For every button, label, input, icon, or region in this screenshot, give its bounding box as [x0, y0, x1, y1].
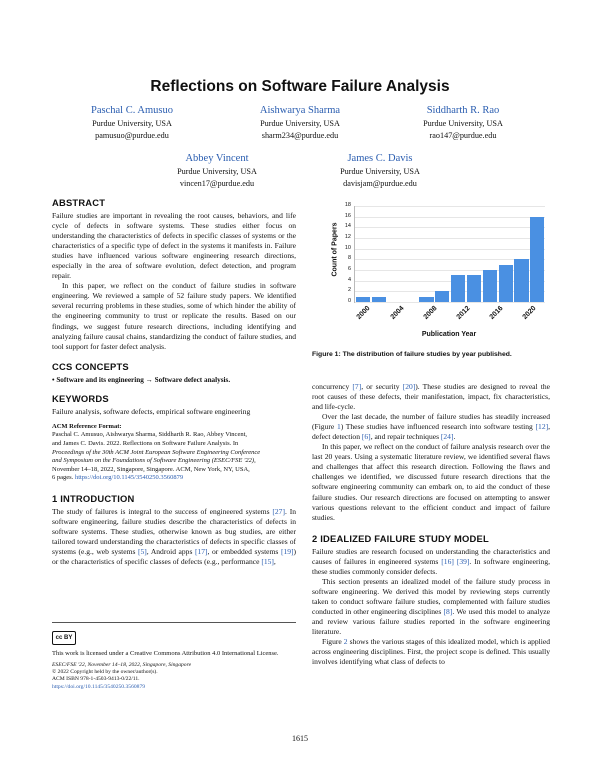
citation-link[interactable]: [5]	[137, 547, 147, 557]
author-email: pamusuo@purdue.edu	[95, 130, 169, 140]
figure-link[interactable]: 1	[336, 422, 341, 432]
chart-y-tick-label: 16	[344, 212, 351, 219]
author-affiliation: Purdue University, USA	[340, 167, 420, 176]
right-column	[312, 382, 550, 667]
chart-y-tick-label: 18	[344, 202, 351, 208]
chart-plot-area	[344, 202, 545, 321]
chart-x-tick-label: 2008	[422, 305, 439, 321]
abstract-paragraph: In this paper, we reflect on the conduct of failure studies in software engineering. We reviewed a sample of 52 failure study papers. We identified several recurring problems in these studies, some of which hinder the ability of the engineering community to trust or replicate the results. Based on our findings, we suggest future research directions, including identifying and analyzing failure causal chains, standardizing the conduct of failure studies, and tool support for faster defect analysis.	[52, 281, 296, 351]
figure-link[interactable]: 2	[343, 637, 348, 647]
acm-ref-line: and Symposium on the Foundations of Software Engineering (ESEC/FSE '22),	[52, 457, 256, 465]
chart-bar	[499, 265, 513, 302]
chart-x-tick-label: 2016	[488, 305, 505, 321]
figure-1-chart	[312, 198, 548, 346]
citation-link[interactable]: [7]	[352, 382, 362, 391]
chart-bar	[356, 297, 370, 302]
body-paragraph: Figure 2 shows the various stages of this idealized model, which is applied across engineering disciplines. First, the project scope is defined. This usually involves identifying what class of defects to	[312, 637, 550, 667]
citation-link[interactable]: [16] [39]	[441, 556, 470, 566]
left-column	[52, 197, 296, 567]
body-paragraph: Over the last decade, the number of failure studies has steadily increased (Figure 1) These studies have influenced research into software testing [12], defect detection [6], and repair techniques [24].	[312, 412, 551, 442]
chart-bar	[530, 217, 544, 302]
chart-y-tick-label: 10	[344, 244, 351, 251]
author-name: Siddharth R. Rao	[426, 105, 500, 116]
author-affiliation: Purdue University, USA	[92, 119, 172, 128]
chart-x-tick-label: 2000	[355, 305, 372, 321]
chart-y-tick-label: 2	[347, 287, 351, 294]
body-paragraph: concurrency [7], or security [20]). These studies are designed to reveal the root causes of these defects, their manifestation, impact, fix characteristics, and life-cycle.	[312, 382, 550, 412]
author-block	[230, 104, 370, 141]
chart-y-tick-label: 0	[347, 298, 351, 304]
paper-title: Reflections on Software Failure Analysis	[150, 78, 450, 95]
author-name: James C. Davis	[347, 153, 413, 164]
ccs-heading: CCS CONCEPTS	[52, 360, 129, 372]
chart-bar	[419, 297, 433, 302]
isbn-line: ACM ISBN 978-1-4503-9413-0/22/11.	[52, 676, 140, 683]
author-block	[62, 104, 202, 141]
chart-bar	[372, 297, 386, 302]
citation-link[interactable]: [20]	[402, 382, 416, 391]
body-paragraph: This section presents an idealized model of the failure study process in software engineering. We derived this model by reviewing steps currently taken to conduct software failure studies, complemented with failure studies conducted in other engineering disciplines [8]. We used this model to analyze and review various failure studies reported in the software engineering literature.	[312, 576, 550, 637]
copyright-line: © 2022 Copyright held by the owner/author(s).	[52, 669, 158, 675]
chart-y-tick-label: 6	[347, 266, 351, 272]
chart-y-tick-label: 12	[344, 234, 351, 240]
acm-ref-doi-link[interactable]: https://doi.org/10.1145/3540250.3560879	[74, 474, 184, 482]
author-name: Abbey Vincent	[185, 153, 249, 164]
acm-ref-line	[52, 474, 296, 483]
citation-link[interactable]: [8]	[443, 606, 453, 616]
chart-y-tick-label: 8	[347, 255, 351, 262]
chart-x-tick-label: 2004	[389, 305, 406, 321]
chart-bar	[467, 275, 481, 302]
author-block	[147, 152, 287, 189]
chart-x-label: Publication Year	[421, 331, 477, 338]
acm-ref-label: ACM Reference Format:	[52, 422, 122, 430]
acm-ref-line: Paschal C. Amusuo, Aishwarya Sharma, Siddharth R. Rao, Abbey Vincent,	[52, 431, 248, 439]
citation-link[interactable]: [17]	[194, 547, 208, 557]
author-name: Aishwarya Sharma	[259, 105, 341, 116]
introduction-paragraph: The study of failures is integral to the success of engineered systems [27]. In software engineering, failure studies describe the characteristics of defects in software systems. These studies, otherwise known as bug studies, are either tailored toward understanding the characteristics of defects in specific classes of systems (e.g., web systems [5], Android apps [17], or embedded systems [19]) or the characteristics of specific classes of defects (e.g., performance [15],	[52, 506, 297, 567]
citation-link[interactable]: [24]	[440, 432, 454, 442]
chart-gridline	[355, 227, 545, 228]
acm-ref-line: and James C. Davis. 2022. Reflections on Software Failure Analysis. In	[52, 439, 239, 447]
author-email: davisjam@purdue.edu	[343, 178, 417, 188]
abstract-paragraph: Failure studies are important in revealing the root causes, behaviors, and life cycle of defects in software systems. These studies either focus on understanding the characteristics of defects in specific classes of systems or the characteristics of a specific type of defect in the systems it manifests in. Failure studies have influenced various software engineering research directions, especially in the area of software evolution, defect detection, and program repair.	[52, 211, 296, 281]
citation-link[interactable]: [12]	[535, 422, 549, 432]
chart-x-tick-label: 2012	[455, 305, 472, 321]
author-block	[310, 152, 450, 189]
cc-by-logo: cc BY	[52, 631, 76, 645]
figure-caption: Figure 1: The distribution of failure studies by year published.	[312, 351, 512, 358]
author-affiliation: Purdue University, USA	[260, 119, 340, 128]
author-affiliation: Purdue University, USA	[423, 119, 503, 128]
author-email: vincen17@purdue.edu	[179, 178, 255, 188]
author-email: rao147@purdue.edu	[429, 130, 497, 140]
abstract-heading: ABSTRACT	[52, 197, 106, 208]
chart-gridline	[355, 217, 545, 218]
license-block	[52, 622, 296, 691]
license-text: This work is licensed under a Creative Commons Attribution 4.0 International License.	[52, 650, 279, 657]
chart-bar	[514, 259, 528, 302]
acm-ref-pages: 6 pages.	[52, 474, 74, 482]
chart-gridline	[355, 238, 545, 239]
page-number: 1615	[292, 734, 308, 743]
chart-bar	[435, 291, 449, 302]
body-paragraph: Failure studies are research focused on understanding the characteristics and causes of failures in engineered systems [16] [39]. In software engineering, these studies commonly consider defects.	[312, 546, 550, 576]
introduction-heading: 1 INTRODUCTION	[52, 492, 135, 504]
license-doi-link[interactable]: https://doi.org/10.1145/3540250.3560879	[52, 683, 146, 690]
author-email: sharm234@purdue.edu	[261, 130, 339, 140]
citation-link[interactable]: [19]	[280, 547, 294, 557]
citation-link[interactable]: [15]	[261, 557, 274, 567]
acm-ref-line: November 14–18, 2022, Singapore, Singapore. ACM, New York, NY, USA,	[52, 465, 250, 473]
citation-link[interactable]: [27]	[272, 506, 285, 516]
keywords-text: Failure analysis, software defects, empirical software engineering	[52, 406, 251, 416]
conference-line: ESEC/FSE '22, November 14–18, 2022, Singapore, Singapore	[52, 661, 192, 668]
chart-gridline	[355, 206, 545, 207]
body-paragraph: In this paper, we reflect on the conduct of failure analysis research over the last 20 years. Using a systematic literature review, we identified several flaws and challenges that affect this research direction. Following the flaws and challenges we identified, we discussed future research directions that the software engineering community can embark on, to aid the conduct of these failure studies. Our research directions are focused on attempting to answer various questions relevant to the efficient conduct and impact of failure studies.	[312, 442, 550, 522]
chart-x-tick-label: 2020	[521, 305, 538, 321]
chart-bar	[451, 275, 465, 302]
ccs-text: • Software and its engineering → Software defect analysis.	[52, 375, 231, 384]
chart-y-tick-label: 4	[347, 276, 351, 283]
chart-y-label: Count of Papers	[331, 222, 339, 277]
chart-gridline	[355, 249, 545, 250]
author-block	[393, 104, 533, 141]
author-affiliation: Purdue University, USA	[177, 167, 257, 176]
citation-link[interactable]: [6]	[361, 432, 371, 442]
author-name: Paschal C. Amusuo	[91, 105, 173, 116]
chart-gridline	[355, 302, 545, 303]
section-2-heading: 2 IDEALIZED FAILURE STUDY MODEL	[312, 532, 489, 544]
acm-ref-line: Proceedings of the 30th ACM Joint European Software Engineering Conference	[52, 448, 261, 456]
keywords-heading: KEYWORDS	[52, 392, 109, 404]
chart-bar	[483, 270, 497, 302]
chart-y-tick-label: 14	[344, 223, 351, 230]
